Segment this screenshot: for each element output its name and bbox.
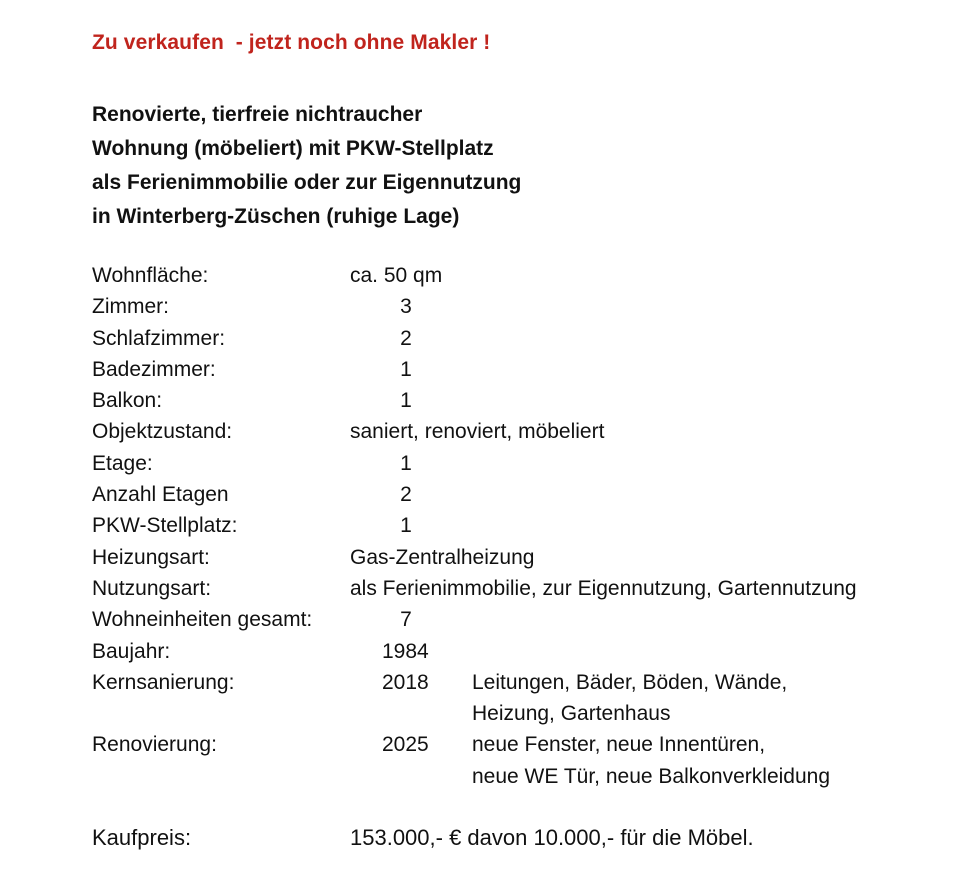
spec-value: 2 bbox=[400, 483, 412, 507]
spec-row-badezimmer bbox=[92, 354, 952, 385]
title-line: Renovierte, tierfreie nichtraucher bbox=[92, 103, 423, 126]
spec-label: Baujahr: bbox=[92, 639, 171, 663]
spec-row-nutzungsart bbox=[92, 573, 952, 604]
spec-detail: neue WE Tür, neue Balkonverkleidung bbox=[472, 764, 831, 788]
price-value: 153.000,- € davon 10.000,- für die Möbel. bbox=[350, 825, 754, 850]
spec-value: 1 bbox=[400, 357, 412, 381]
spec-row-schlafzimmer bbox=[92, 323, 952, 354]
spec-label: PKW-Stellplatz: bbox=[92, 514, 238, 538]
spec-row-objektzustand bbox=[92, 416, 952, 447]
spec-value: 2025 bbox=[382, 733, 429, 757]
spec-row-zimmer bbox=[92, 291, 952, 322]
spec-label: Objektzustand: bbox=[92, 420, 233, 444]
spec-row-wohnflaeche bbox=[92, 260, 952, 291]
spec-value: 1 bbox=[400, 389, 412, 413]
spec-label: Nutzungsart: bbox=[92, 576, 212, 600]
spec-value: saniert, renoviert, möbeliert bbox=[350, 420, 605, 444]
spec-row-balkon bbox=[92, 385, 952, 416]
spec-value: 1 bbox=[400, 514, 412, 538]
title-line: als Ferienimmobilie oder zur Eigennutzung bbox=[92, 171, 522, 194]
spec-label: Etage: bbox=[92, 451, 153, 475]
spec-row-anzahl-etagen bbox=[92, 479, 952, 510]
listing-title bbox=[92, 98, 521, 234]
spec-row-baujahr bbox=[92, 636, 952, 667]
price-label: Kaufpreis: bbox=[92, 825, 192, 850]
spec-row-heizungsart bbox=[92, 542, 952, 573]
spec-label: Anzahl Etagen bbox=[92, 483, 229, 507]
spec-label: Wohneinheiten gesamt: bbox=[92, 608, 313, 632]
spec-row-kernsanierung bbox=[92, 667, 952, 698]
title-line: Wohnung (möbeliert) mit PKW-Stellplatz bbox=[92, 137, 494, 160]
spec-row-kernsanierung-cont bbox=[92, 698, 952, 729]
spec-value: 7 bbox=[400, 608, 412, 632]
spec-detail: Leitungen, Bäder, Böden, Wände, bbox=[472, 670, 788, 694]
title-line: in Winterberg-Züschen (ruhige Lage) bbox=[92, 205, 460, 228]
spec-row-wohneinheiten bbox=[92, 604, 952, 635]
spec-value: ca. 50 qm bbox=[350, 264, 443, 287]
spec-label: Heizungsart: bbox=[92, 545, 210, 569]
spec-value: 2 bbox=[400, 326, 412, 350]
spec-value: 1984 bbox=[382, 639, 429, 663]
spec-row-etage bbox=[92, 448, 952, 479]
spec-value: 1 bbox=[400, 451, 412, 475]
spec-label: Schlafzimmer: bbox=[92, 326, 226, 350]
spec-label: Renovierung: bbox=[92, 733, 217, 757]
spec-row-pkw-stellplatz bbox=[92, 510, 952, 541]
property-specs bbox=[92, 260, 952, 792]
spec-value: Gas-Zentralheizung bbox=[350, 545, 535, 569]
spec-row-renovierung bbox=[92, 729, 952, 760]
spec-label: Balkon: bbox=[92, 389, 163, 413]
spec-value: 3 bbox=[400, 295, 412, 319]
spec-label: Kernsanierung: bbox=[92, 670, 235, 694]
spec-value: als Ferienimmobilie, zur Eigennutzung, Gartennutzung bbox=[350, 576, 857, 600]
spec-detail: neue Fenster, neue Innentüren, bbox=[472, 733, 766, 757]
spec-detail: Heizung, Gartenhaus bbox=[472, 702, 671, 726]
headline: Zu verkaufen - jetzt noch ohne Makler ! bbox=[92, 31, 491, 54]
spec-label: Zimmer: bbox=[92, 295, 169, 319]
spec-label: Wohnfläche: bbox=[92, 264, 209, 287]
spec-label: Badezimmer: bbox=[92, 357, 216, 381]
spec-row-renovierung-cont bbox=[92, 761, 952, 792]
spec-value: 2018 bbox=[382, 670, 429, 694]
